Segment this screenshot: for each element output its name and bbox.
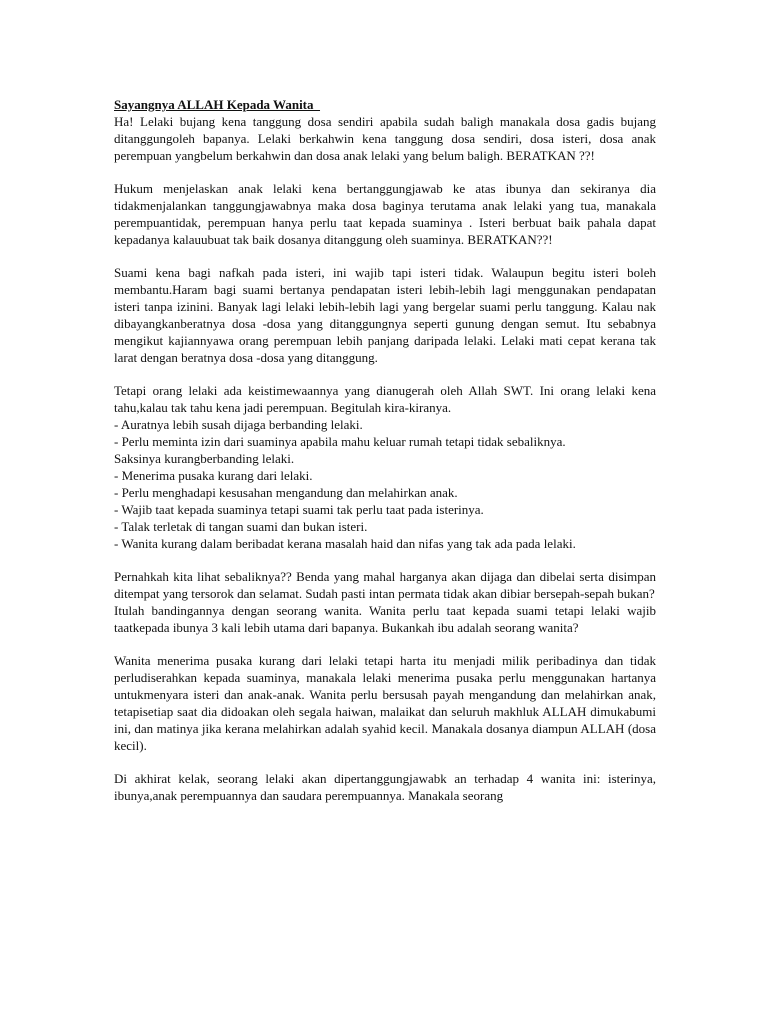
paragraph-5a: Pernahkah kita lihat sebaliknya?? Benda yang mahal harganya akan dijaga dan dibelai serta disimpan ditempat yang tersorok dan selamat. Sudah pasti intan permata tidak akan dibiar bersepah-sepah bukan? [114, 569, 656, 601]
paragraph-3: Suami kena bagi nafkah pada isteri, ini wajib tapi isteri tidak. Walaupun begitu isteri boleh membantu.Haram bagi suami bertanya pendapatan isteri lebih-lebih lagi menggunakan pendapatan isteri tanpa izinini. Banyak lagi lelaki lebih-lebih lagi yang bergelar suami perlu tanggung. Kalau nak dibayangkanberatnya dosa -dosa yang ditanggungnya seperti gunung dengan semut. Itu sebabnya mengikut kajiannyawa orang perempuan lebih panjang daripada lelaki. Lelaki mati cepat kerana tak larat dengan beratnya dosa -dosa yang ditanggung. [114, 265, 656, 365]
list-item: - Wajib taat kepada suaminya tetapi suami tak perlu taat pada isterinya. [114, 502, 484, 517]
document-page [114, 96, 656, 820]
list-item: - Menerima pusaka kurang dari lelaki. [114, 468, 313, 483]
paragraph-6: Wanita menerima pusaka kurang dari lelaki tetapi harta itu menjadi milik peribadinya dan tidak perludiserahkan kepada suaminya, manakala lelaki menerima pusaka perlu menggunakan hartanya untukmenyara isteri dan anak-anak. Wanita perlu bersusah payah mengandung dan melahirkan anak, tetapisetiap saat dia didoakan oleh segala haiwan, malaikat dan seluruh makhluk ALLAH dimukabumi ini, dan matinya jika kerana melahirkan adalah syahid kecil. Manakala dosanya diampun ALLAH (dosa kecil). [114, 653, 656, 753]
paragraph-1: Ha! Lelaki bujang kena tanggung dosa sendiri apabila sudah baligh manakala dosa gadis bujang ditanggungoleh bapanya. Lelaki berkahwin kena tanggung dosa sendiri, dosa isteri, dosa anak perempuan yangbelum berkahwin dan dosa anak lelaki yang belum baligh. BERATKAN ??! [114, 114, 656, 163]
list-item: - Talak terletak di tangan suami dan bukan isteri. [114, 519, 368, 534]
list-item: - Auratnya lebih susah dijaga berbanding lelaki. [114, 417, 363, 432]
list-item: - Perlu menghadapi kesusahan mengandung dan melahirkan anak. [114, 485, 458, 500]
paragraph-4-intro: Tetapi orang lelaki ada keistimewaannya yang dianugerah oleh Allah SWT. Ini orang lelaki kena tahu,kalau tak tahu kena jadi perempuan. Begitulah kira-kiranya. [114, 383, 656, 415]
paragraph-7: Di akhirat kelak, seorang lelaki akan dipertanggungjawabk an terhadap 4 wanita ini: isterinya, ibunya,anak perempuannya dan saudara perempuannya. Manakala seorang [114, 771, 656, 803]
list-item: Saksinya kurangberbanding lelaki. [114, 451, 295, 466]
paragraph-5 [114, 568, 656, 636]
paragraph-2: Hukum menjelaskan anak lelaki kena bertanggungjawab ke atas ibunya dan sekiranya dia tidakmenjalankan tanggungjawabnya maka dosa baginya terutama anak lelaki yang tua, manakala perempuantidak, perempuan hanya perlu taat kepada suaminya . Isteri berbuat baik pahala dapat kepadanya kalauubuat tak baik dosanya ditanggung oleh suaminya. BERATKAN??! [114, 181, 656, 247]
list-item: - Wanita kurang dalam beribadat kerana masalah haid dan nifas yang tak ada pada lelaki. [114, 536, 576, 551]
document-title: Sayangnya ALLAH Kepada Wanita [114, 97, 321, 112]
paragraph-5b: Itulah bandingannya dengan seorang wanita. Wanita perlu taat kepada suami tetapi lelaki wajib taatkepada ibunya 3 kali lebih utama dari bapanya. Bukankah ibu adalah seorang wanita? [114, 603, 656, 635]
list-item: - Perlu meminta izin dari suaminya apabila mahu keluar rumah tetapi tidak sebaliknya. [114, 434, 566, 449]
paragraph-4 [114, 382, 656, 552]
